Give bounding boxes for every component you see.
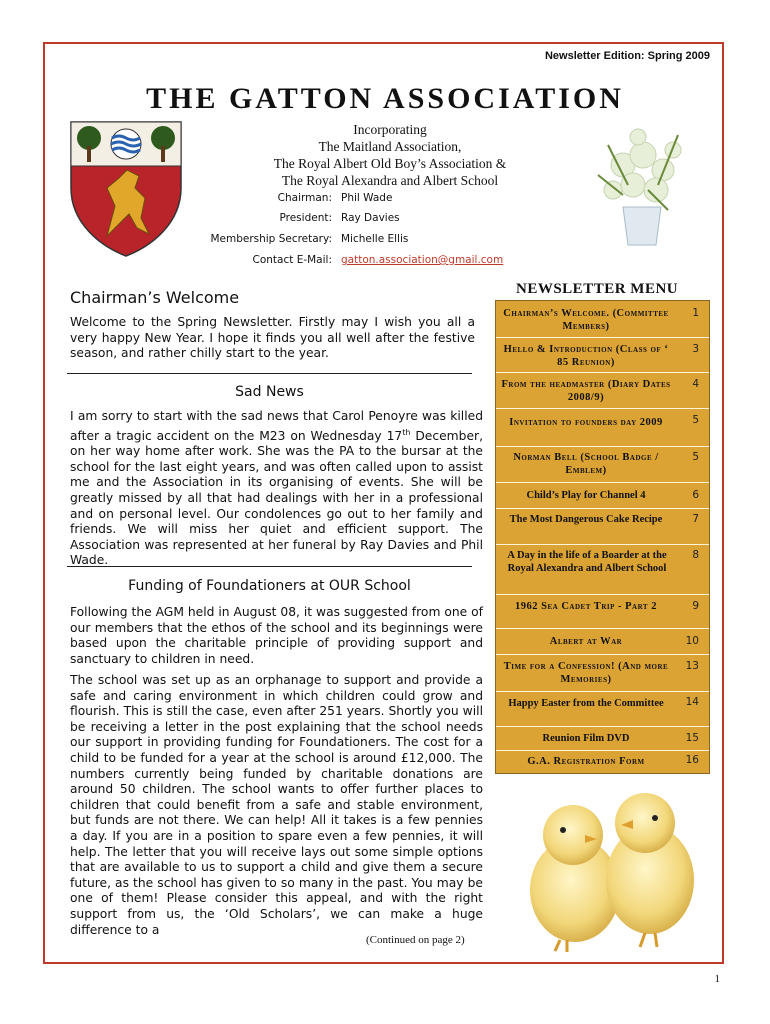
officer-label: President:: [279, 212, 332, 224]
menu-item-label: Norman Bell (School Badge / Emblem): [513, 452, 659, 476]
menu-item-page: 7: [692, 513, 699, 525]
menu-item-label: G.A. Registration Form: [527, 756, 645, 767]
funding-paragraph-1: Following the AGM held in August 08, it was suggested from one of our members that the ethos of the school and its beginnings were based upon the charitable principle of providing support and sanctuary to children in need.: [70, 605, 483, 666]
menu-item-page: 5: [692, 414, 699, 426]
incorporating-line: The Royal Albert Old Boy’s Association &: [273, 156, 507, 171]
menu-item[interactable]: [496, 595, 709, 629]
menu-item[interactable]: [496, 338, 709, 373]
menu-item[interactable]: [496, 655, 709, 692]
menu-item-page: 14: [685, 696, 699, 708]
menu-item[interactable]: [496, 483, 709, 509]
flowers-vase-icon: [578, 115, 703, 255]
incorporating-line: Incorporating: [353, 122, 427, 137]
menu-item-page: 4: [692, 378, 699, 390]
menu-item-page: 5: [692, 451, 699, 463]
officer-value: Michelle Ellis: [341, 233, 409, 245]
menu-item-page: 10: [685, 635, 699, 647]
menu-item[interactable]: [496, 727, 709, 751]
funding-heading: Funding of Foundationers at OUR School: [128, 578, 411, 594]
menu-item-label: Albert at War: [549, 636, 623, 647]
menu-item-label: 1962 Sea Cadet Trip - Part 2: [515, 601, 657, 612]
continued-note: (Continued on page 2): [366, 934, 465, 946]
menu-item-label: The Most Dangerous Cake Recipe: [509, 514, 663, 525]
officer-value: Ray Davies: [341, 212, 400, 224]
funding-paragraph-2: The school was set up as an orphanage to support and provide a safe and caring environment in which children could grow and flourish. This is still the case, even after 251 years. Shortly you will be receiving a letter in the post explaining that the school needs our support in providing funding for Foundationers. The cost for a child to be funded for a year at the school is around £12,000. The numbers currently being funded by charitable donations are around 50 children. The school wants to offer further places to children that could benefit from a safe and stable environment, but funds are not there. We can help! All it takes is a few pennies a day. If you are in a position to spare even a few pennies, it will help. The letter that you will receive lays out some simple options that are available to us to support a child and give them a secure future, as the school has given to so many in the past. You may be one of them! Please consider this appeal, and with the right support from us, the ‘Old Scholars’, we can make a huge difference to a: [70, 673, 483, 937]
officer-label: Chairman:: [277, 192, 332, 204]
menu-item-page: 6: [692, 489, 699, 501]
incorporating-block: [230, 121, 550, 189]
edition-label: Newsletter Edition: Spring 2009: [544, 50, 710, 62]
menu-item-page: 15: [685, 732, 699, 744]
newsletter-title: THE GATTON ASSOCIATION: [146, 82, 624, 115]
incorporating-line: The Royal Alexandra and Albert School: [281, 173, 499, 188]
menu-item-label: Invitation to founders day 2009: [509, 417, 663, 428]
menu-item-label: Reunion Film DVD: [542, 733, 630, 744]
newsletter-menu: [495, 300, 710, 774]
contact-email-link[interactable]: gatton.association@gmail.com: [341, 254, 504, 266]
menu-item-label: Time for a Confession! (And more Memories): [503, 661, 669, 685]
menu-item-label: Chairman’s Welcome. (Committee Members): [503, 308, 669, 332]
menu-item-page: 13: [685, 660, 699, 672]
officer-value: Phil Wade: [341, 192, 393, 204]
sad-news-text-a: I am sorry to start with the sad news that Carol Penoyre was killed after a tragic accident on the M23 on Wednesday 17: [70, 409, 483, 443]
sad-news-text-b: December, on her way home after work. She was the PA to the bursar at the school for the last eight years, and was often called upon to assist me and the Association in its organising of events. She will be greatly missed by all that had dealings with her in a professional and on personal level. Our condolences go out to her family and friends. We will miss her quiet and efficient support. The Association was represented at her funeral by Ray Davies and Phil Wade.: [70, 428, 483, 568]
menu-item[interactable]: [496, 409, 709, 447]
menu-item[interactable]: [496, 751, 709, 773]
menu-item[interactable]: [496, 629, 709, 655]
easter-chicks-icon: [505, 775, 715, 955]
menu-item[interactable]: [496, 373, 709, 409]
menu-item-page: 9: [692, 600, 699, 612]
page-number: 1: [714, 973, 720, 985]
menu-item[interactable]: [496, 301, 709, 338]
chairman-text: Welcome to the Spring Newsletter. Firstly may I wish you all a very happy New Year. I hope it finds you all well after the festive season, and rather chilly start to the year.: [70, 315, 475, 361]
menu-item-page: 1: [692, 307, 699, 319]
menu-item-page: 8: [692, 549, 699, 561]
incorporating-line: The Maitland Association,: [318, 139, 462, 154]
menu-item[interactable]: [496, 509, 709, 545]
menu-item-page: 16: [685, 754, 699, 766]
menu-item[interactable]: [496, 447, 709, 483]
sad-news-sup: th: [402, 427, 411, 437]
menu-item-label: A Day in the life of a Boarder at the Royal Alexandra and Albert School: [507, 550, 667, 574]
divider: [67, 373, 472, 374]
menu-item-label: Hello & Introduction (Class of ‘ 85 Reunion): [503, 344, 669, 368]
menu-item-page: 3: [692, 343, 699, 355]
chairman-heading: Chairman’s Welcome: [70, 288, 240, 307]
menu-item-label: Happy Easter from the Committee: [508, 698, 664, 709]
officer-label: Membership Secretary:: [210, 233, 332, 245]
menu-title: NEWSLETTER MENU: [516, 281, 679, 297]
menu-item[interactable]: [496, 692, 709, 727]
menu-item[interactable]: [496, 545, 709, 595]
menu-item-label: From the headmaster (Diary Dates 2008/9): [501, 379, 671, 403]
school-crest-icon: [67, 118, 185, 258]
sad-news-heading: Sad News: [235, 384, 304, 400]
menu-item-label: Child’s Play for Channel 4: [526, 490, 646, 501]
sad-news-text: [70, 409, 483, 569]
officer-label: Contact E-Mail:: [252, 254, 332, 266]
divider: [67, 566, 472, 567]
